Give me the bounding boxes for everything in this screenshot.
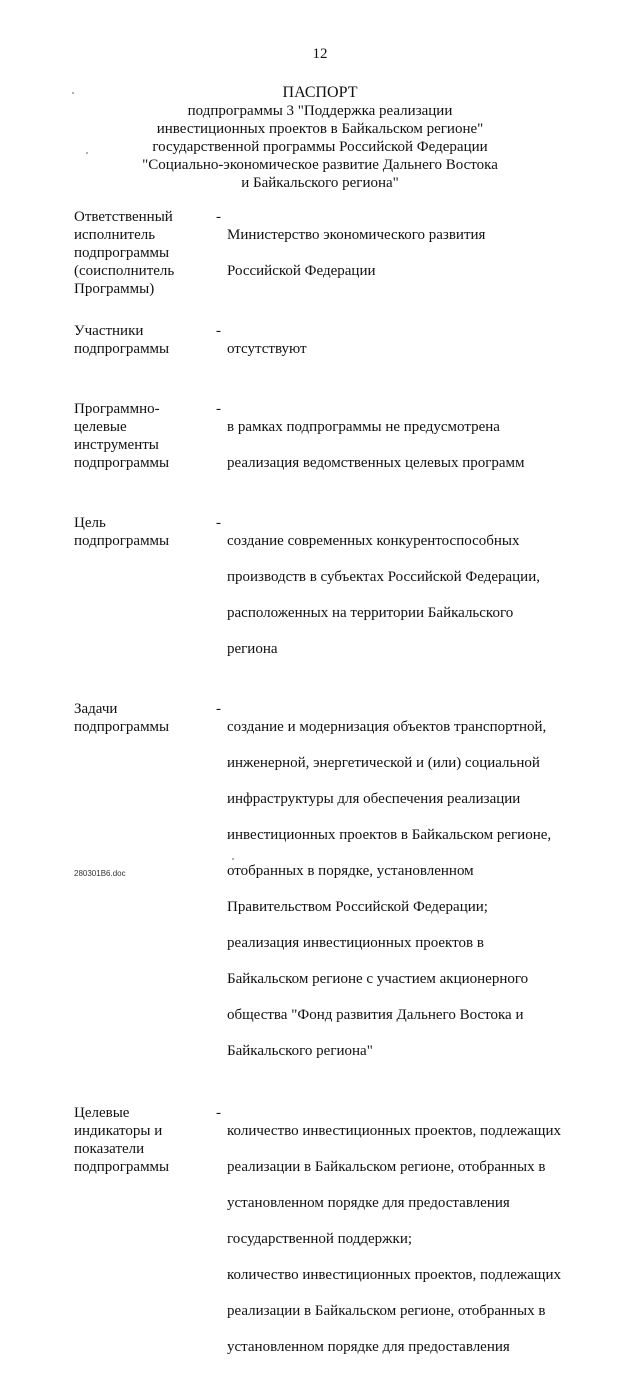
value-line: отобранных в порядке, установленном (227, 863, 474, 879)
row-tasks (0, 700, 640, 1078)
row-responsible-executor (0, 208, 640, 298)
value-line: создание современных конкурентоспособных (227, 533, 520, 549)
value-line: Правительством Российской Федерации; (227, 899, 488, 915)
value-line: количество инвестиционных проектов, подлежащих (227, 1267, 561, 1283)
label-line: инструменты (74, 437, 159, 453)
value-line: общества "Фонд развития Дальнего Востока и (227, 1007, 524, 1023)
footer-filename: 280301B6.doc (74, 869, 126, 878)
document-title: ПАСПОРТ (282, 84, 358, 101)
dash-separator: - (216, 209, 221, 225)
row-label (74, 514, 210, 676)
subtitle-line: подпрограммы 3 "Поддержка реализации (187, 103, 453, 119)
row-value (227, 208, 587, 298)
value-line: региона (227, 641, 278, 657)
value-line: реализации в Байкальском регионе, отобранных в (227, 1159, 546, 1175)
scan-speck (86, 152, 88, 154)
row-goal (0, 514, 640, 676)
page-number: 12 (312, 46, 328, 62)
value-line: Российской Федерации (227, 263, 376, 279)
label-line: подпрограммы (74, 719, 170, 735)
subtitle-line: и Байкальского региона" (241, 175, 399, 191)
value-line: Байкальском регионе с участием акционерного (227, 971, 529, 987)
passport-table (0, 208, 640, 1374)
value-line: в рамках подпрограммы не предусмотрена (227, 419, 500, 435)
value-line: производств в субъектах Российской Федерации, (227, 569, 540, 585)
subtitle-line: государственной программы Российской Федерации (152, 139, 488, 155)
value-line: Министерство экономического развития (227, 227, 486, 243)
label-line: исполнитель (74, 227, 156, 243)
label-line: подпрограммы (74, 533, 170, 549)
row-participants (0, 322, 640, 376)
row-target-indicators (0, 1104, 640, 1374)
row-label (74, 208, 210, 298)
subtitle-line: инвестиционных проектов в Байкальском регионе" (156, 121, 484, 137)
row-label (74, 700, 210, 1078)
subtitle-line: "Социально-экономическое развитие Дальнего Востока (142, 157, 498, 173)
label-line: целевые (74, 419, 127, 435)
value-line: расположенных на территории Байкальского (227, 605, 514, 621)
label-line: индикаторы и (74, 1123, 163, 1139)
row-value (227, 514, 587, 676)
value-line: количество инвестиционных проектов, подлежащих (227, 1123, 561, 1139)
label-line: подпрограммы (74, 455, 170, 471)
value-line: создание и модернизация объектов транспортной, (227, 719, 547, 735)
scan-speck (232, 858, 234, 860)
dash-separator: - (216, 1105, 221, 1121)
value-line: реализации в Байкальском регионе, отобранных в (227, 1303, 546, 1319)
label-line: подпрограммы (74, 341, 170, 357)
row-value (227, 700, 587, 1078)
row-value (227, 1104, 587, 1374)
label-line: Ответственный (74, 209, 173, 225)
row-value (227, 400, 587, 490)
value-line: установленном порядке для предоставления (227, 1195, 510, 1211)
value-line: реализация инвестиционных проектов в (227, 935, 484, 951)
value-line: реализация ведомственных целевых программ (227, 455, 525, 471)
value-line: установленном порядке для предоставления (227, 1339, 510, 1355)
row-label (74, 400, 210, 490)
label-line: (соисполнитель (74, 263, 175, 279)
value-line: инженерной, энергетической и (или) социальной (227, 755, 540, 771)
row-program-instruments (0, 400, 640, 490)
scan-speck (72, 92, 74, 94)
label-line: подпрограммы (74, 245, 170, 261)
label-line: Целевые (74, 1105, 130, 1121)
value-line: отсутствуют (227, 341, 307, 357)
row-label (74, 322, 210, 376)
row-value (227, 322, 587, 376)
label-line: Программно- (74, 401, 160, 417)
document-header (0, 84, 640, 192)
row-label (74, 1104, 210, 1374)
value-line: инвестиционных проектов в Байкальском регионе, (227, 827, 552, 843)
label-line: Задачи (74, 701, 118, 717)
label-line: подпрограммы (74, 1159, 170, 1175)
label-line: показатели (74, 1141, 145, 1157)
value-line: инфраструктуры для обеспечения реализации (227, 791, 521, 807)
dash-separator: - (216, 401, 221, 417)
dash-separator: - (216, 515, 221, 531)
dash-separator: - (216, 701, 221, 717)
label-line: Программы) (74, 281, 155, 297)
label-line: Участники (74, 323, 144, 339)
label-line: Цель (74, 515, 106, 531)
value-line: Байкальского региона" (227, 1043, 373, 1059)
value-line: государственной поддержки; (227, 1231, 413, 1247)
dash-separator: - (216, 323, 221, 339)
